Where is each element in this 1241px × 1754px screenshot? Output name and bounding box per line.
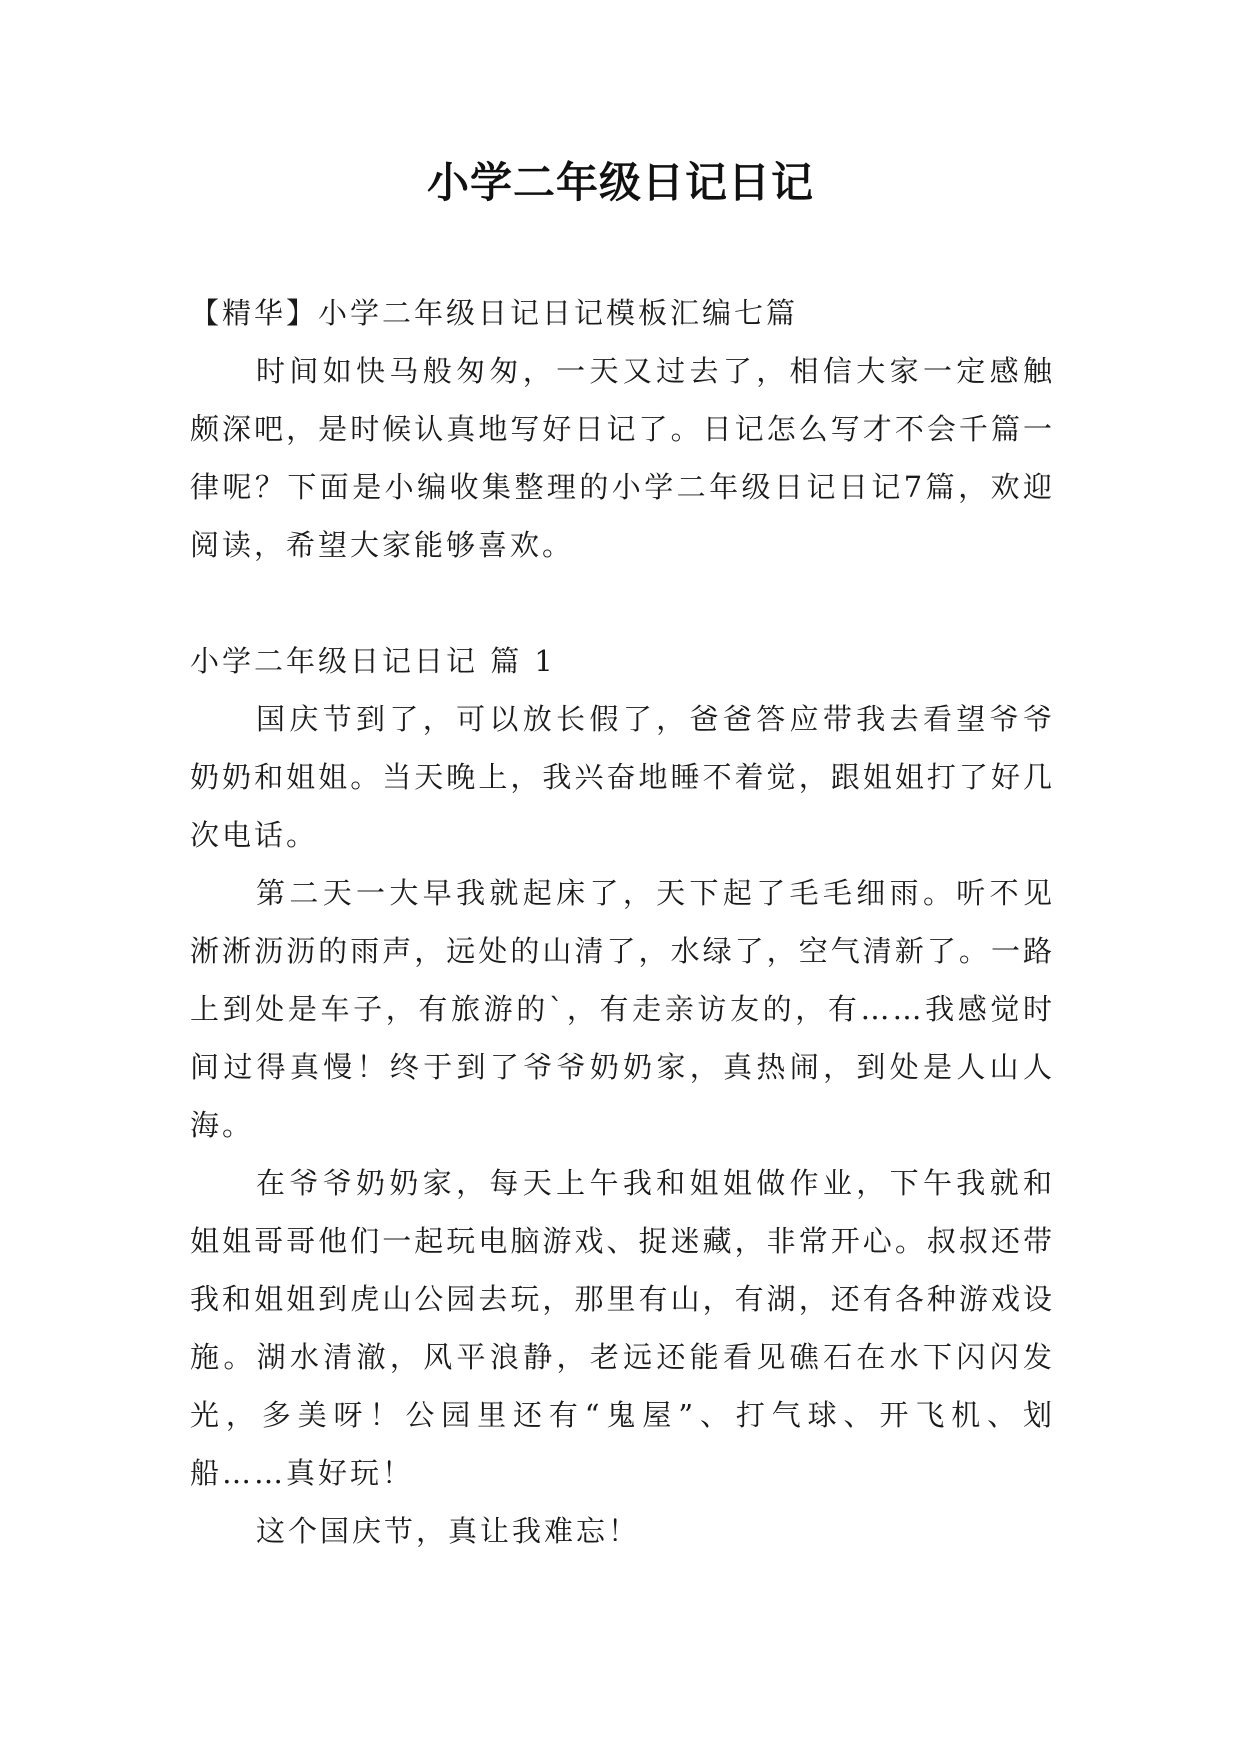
document-body — [190, 284, 1055, 1560]
document-subtitle: 【精华】小学二年级日记日记模板汇编七篇 — [190, 296, 799, 330]
body-paragraph: 国庆节到了，可以放长假了，爸爸答应带我去看望爷爷奶奶和姐姐。当天晚上，我兴奋地睡不着觉，跟姐姐打了好几次电话。 — [190, 702, 1055, 852]
document-title: 小学二年级日记日记 — [426, 158, 814, 207]
intro-paragraph: 时间如快马般匆匆，一天又过去了，相信大家一定感触颇深吧，是时候认真地写好日记了。日记怎么写才不会千篇一律呢？下面是小编收集整理的小学二年级日记日记7篇，欢迎阅读，希望大家能够喜欢。 — [190, 354, 1055, 562]
body-paragraph: 这个国庆节，真让我难忘！ — [256, 1514, 641, 1548]
body-paragraph: 第二天一大早我就起床了，天下起了毛毛细雨。听不见淅淅沥沥的雨声，远处的山清了，水绿了，空气清新了。一路上到处是车子，有旅游的`，有走亲访友的，有……我感觉时间过得真慢！终于到了爷爷奶奶家，真热闹，到处是人山人海。 — [190, 876, 1055, 1142]
section-heading: 小学二年级日记日记 篇 1 — [190, 644, 556, 678]
body-paragraph: 在爷爷奶奶家，每天上午我和姐姐做作业，下午我就和姐姐哥哥他们一起玩电脑游戏、捉迷藏，非常开心。叔叔还带我和姐姐到虎山公园去玩，那里有山，有湖，还有各种游戏设施。湖水清澈，风平浪静，老远还能看见礁石在水下闪闪发光，多美呀！公园里还有“鬼屋”、打气球、开飞机、划船……真好玩！ — [190, 1166, 1055, 1490]
